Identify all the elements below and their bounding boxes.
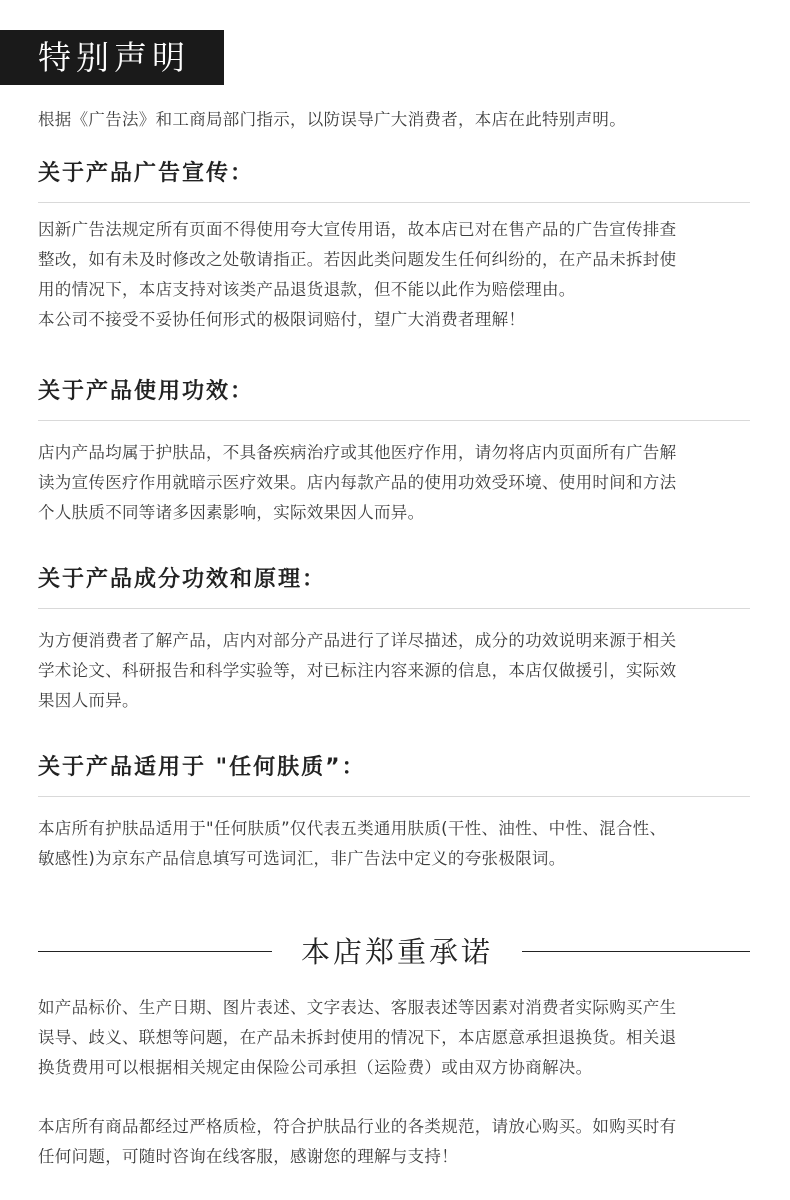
section-body-skin-types (38, 814, 752, 874)
body-line: 因新广告法规定所有页面不得使用夸大宣传用语，故本店已对在售产品的广告宣传排查 (38, 220, 677, 239)
page-title: 特别声明 (38, 38, 190, 77)
section-heading-ingredients: 关于产品成分功效和原理： (38, 564, 750, 609)
body-line: 误导、歧义、联想等问题，在产品未拆封使用的情况下，本店愿意承担退换货。相关退 (38, 1028, 677, 1047)
body-line: 为方便消费者了解产品，店内对部分产品进行了详尽描述，成分的功效说明来源于相关 (38, 631, 677, 650)
body-line: 本店所有护肤品适用于"任何肤质”仅代表五类通用肤质(干性、油性、中性、混合性、 (38, 819, 667, 838)
intro-line: 根据《广告法》和工商局部门指示，以防误导广大消费者，本店在此特别声明。 (38, 110, 626, 129)
body-line: 换货费用可以根据相关规定由保险公司承担（运险费）或由双方协商解决。 (38, 1058, 593, 1077)
body-line: 如产品标价、生产日期、图片表述、文字表达、客服表述等因素对消费者实际购买产生 (38, 998, 677, 1017)
section-heading-efficacy: 关于产品使用功效： (38, 376, 750, 421)
promise-title: 本店郑重承诺 (300, 935, 493, 969)
body-line: 用的情况下，本店支持对该类产品退货退款，但不能以此作为赔偿理由。 (38, 280, 576, 299)
promise-paragraph-quality (38, 1112, 752, 1172)
body-line: 本店所有商品都经过严格质检，符合护肤品行业的各类规范，请放心购买。如购买时有 (38, 1117, 677, 1136)
body-line: 读为宣传医疗作用就暗示医疗效果。店内每款产品的使用功效受环境、使用时间和方法 (38, 473, 677, 492)
section-heading-advertising: 关于产品广告宣传： (38, 158, 750, 203)
body-line: 学术论文、科研报告和科学实验等，对已标注内容来源的信息，本店仅做援引，实际效 (38, 661, 677, 680)
body-line: 个人肤质不同等诸多因素影响，实际效果因人而异。 (38, 503, 425, 522)
body-line: 敏感性)为京东产品信息填写可选词汇，非广告法中定义的夸张极限词。 (38, 849, 566, 868)
section-body-efficacy (38, 438, 752, 528)
promise-title-block (0, 930, 790, 974)
title-rule-left (38, 951, 272, 952)
section-body-ingredients (38, 626, 752, 716)
intro-paragraph (38, 105, 752, 135)
body-line: 任何问题，可随时咨询在线客服，感谢您的理解与支持！ (38, 1147, 458, 1166)
title-rule-right (522, 951, 750, 952)
body-line: 本公司不接受不妥协任何形式的极限词赔付，望广大消费者理解！ (38, 310, 526, 329)
body-line: 店内产品均属于护肤品，不具备疾病治疗或其他医疗作用，请勿将店内页面所有广告解 (38, 443, 677, 462)
section-heading-skin-types: 关于产品适用于 "任何肤质”： (38, 752, 750, 797)
body-line: 果因人而异。 (38, 691, 139, 710)
body-line: 整改，如有未及时修改之处敬请指正。若因此类问题发生任何纠纷的，在产品未拆封使 (38, 250, 677, 269)
page-title-banner (0, 30, 224, 85)
section-body-advertising (38, 215, 752, 335)
promise-paragraph-returns (38, 993, 752, 1083)
